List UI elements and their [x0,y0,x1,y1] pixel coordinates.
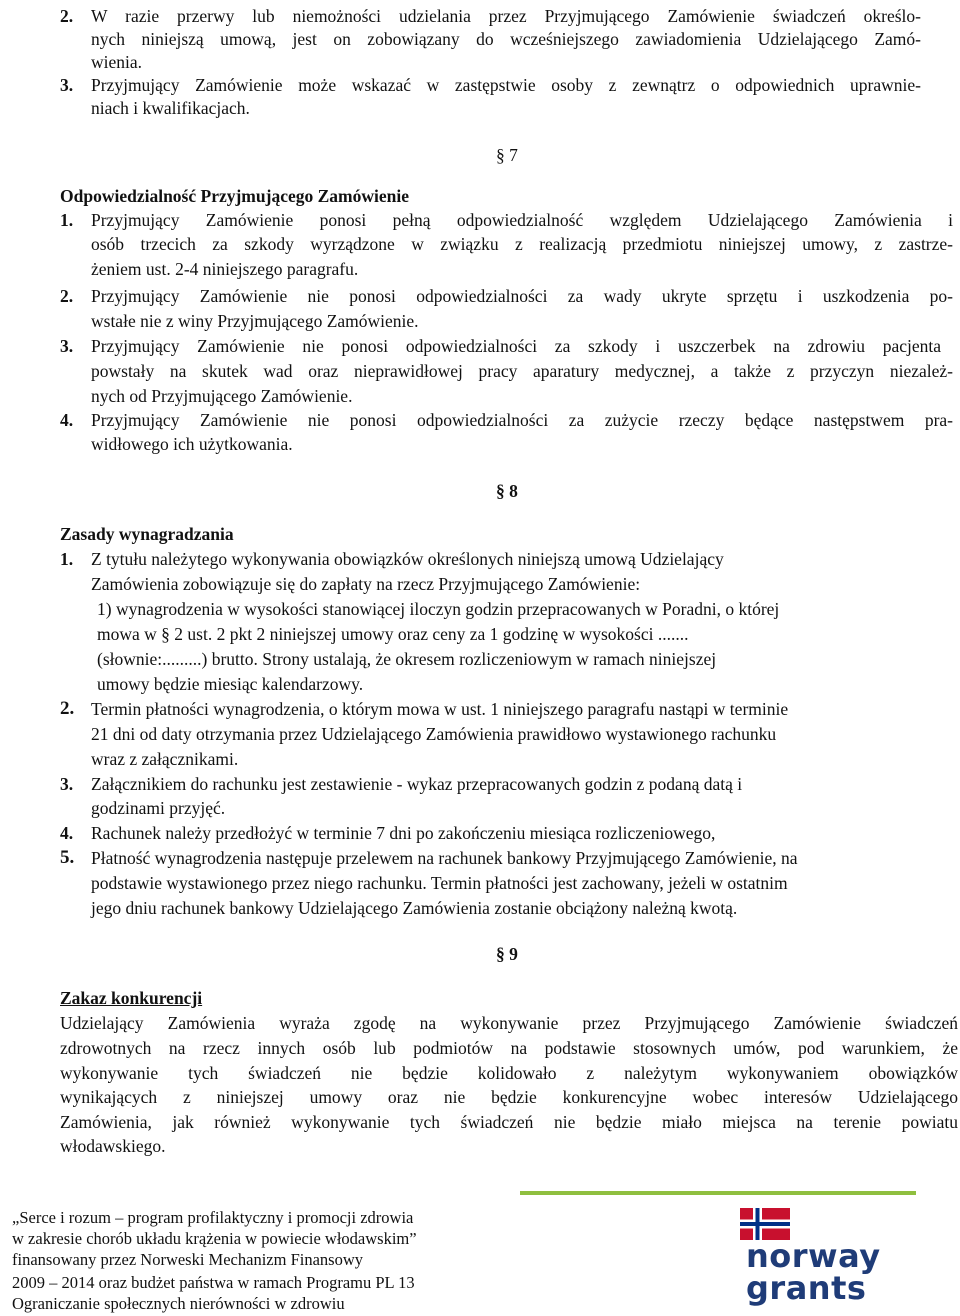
item-number: 1. [60,549,74,569]
logo-word-grants: grants [746,1269,867,1307]
paragraph-line: Termin płatności wynagrodzenia, o którym mowa w ust. 1 niniejszego paragrafu nastąpi w terminie [91,699,789,719]
paragraph-line: powstały na skutek wad oraz nieprawidłowej pracy aparatury medycznej, a także z przyczyn niezależ- [91,361,953,381]
paragraph-line: jego dniu rachunek bankowy Udzielającego Zamówienia zostanie obciążony należną kwotą. [91,898,738,918]
paragraph-line: nych od Przyjmującego Zamówienie. [91,386,353,406]
paragraph-line: Zamówienia, jak również wykonywanie tych świadczeń nie będzie miało miejsca na terenie powiatu [60,1112,958,1132]
paragraph-line: (słownie:.........) brutto. Strony ustalają, że okresem rozliczeniowym w ramach niniejszej [97,649,717,669]
paragraph-line: wienia. [91,52,143,72]
paragraph-line: wynikających z niniejszej umowy oraz nie będzie konkurencyjne wobec interesów Udzielającego [60,1087,958,1107]
paragraph-line: wykonywanie tych świadczeń nie będzie kolidowało z należytym wykonywaniem obowiązków [60,1063,958,1083]
footer-line: Ograniczanie społecznych nierówności w zdrowiu [12,1294,345,1313]
paragraph-line: niach i kwalifikacjach. [91,98,250,118]
paragraph-line: Przyjmujący Zamówienie może wskazać w zastępstwie osoby z zewnątrz o odpowiednich uprawnie- [91,75,921,95]
paragraph-line: osób trzecich za szkody wyrządzone w związku z realizacją przedmiotu niniejszej umowy, z zastrze- [91,234,953,254]
section-sign-7: § 7 [496,145,518,165]
norway-grants-logo [738,1208,898,1308]
paragraph-line: widłowego ich użytkowania. [91,434,293,454]
paragraph-line: żeniem ust. 2-4 niniejszego paragrafu. [91,259,359,279]
footer-line: 2009 – 2014 oraz budżet państwa w ramach Programu PL 13 [12,1273,415,1292]
paragraph-line: Przyjmujący Zamówienie nie ponosi odpowiedzialności za wady ukryte sprzętu i uszkodzenia po- [91,286,953,306]
logo-word-norway: norway [746,1237,881,1275]
section-sign-9: § 9 [496,944,518,964]
paragraph-line: W razie przerwy lub niemożności udzielania przez Przyjmującego Zamówienie świadczeń określo- [91,6,921,26]
paragraph-line: Zamówienia zobowiązuje się do zapłaty na rzecz Przyjmującego Zamówienie: [91,574,641,594]
paragraph-line: 21 dni od daty otrzymania przez Udzielającego Zamówienia prawidłowo wystawionego rachunku [91,724,777,744]
item-number: 3. [60,774,74,794]
item-number: 4. [60,823,74,843]
paragraph-line: Przyjmujący Zamówienie nie ponosi odpowiedzialności za szkody i uszczerbek na zdrowiu pacjenta [91,336,941,356]
item-number: 5. [60,847,75,868]
item-number: 2. [60,698,75,719]
paragraph-line: zdrowotnych na rzecz innych osób lub podmiotów na podstawie stosownych umów, pod warunkiem, że [60,1038,958,1058]
paragraph-line: mowa w § 2 ust. 2 pkt 2 niniejszej umowy oraz ceny za 1 godzinę w wysokości ....... [97,624,689,644]
footer-line: finansowany przez Norweski Mechanizm Finansowy [12,1250,363,1269]
paragraph-line: włodawskiego. [60,1136,166,1156]
paragraph-line: Udzielający Zamówienia wyraża zgodę na wykonywanie przez Przyjmującego Zamówienie świadczeń [60,1013,958,1033]
item-number: 3. [60,75,74,95]
footer-line: w zakresie chorób układu krążenia w powiecie włodawskim” [12,1229,417,1248]
item-number: 1. [60,210,74,230]
paragraph-line: Przyjmujący Zamówienie ponosi pełną odpowiedzialność względem Udzielającego Zamówienia i [91,210,953,230]
section-title: Odpowiedzialność Przyjmującego Zamówienie [60,186,409,206]
item-number: 2. [60,286,74,306]
paragraph-line: wraz z załącznikami. [91,749,239,769]
item-number: 4. [60,410,74,430]
footer-rule [520,1191,916,1195]
paragraph-line: wstałe nie z winy Przyjmującego Zamówienie. [91,311,419,331]
norway-flag-icon [740,1208,790,1240]
paragraph-line: nych niniejszą umową, jest on zobowiązany do wcześniejszego zawiadomienia Udzielającego Zamó- [91,29,921,49]
paragraph-line: umowy będzie miesiąc kalendarzowy. [97,674,364,694]
paragraph-line: 1) wynagrodzenia w wysokości stanowiącej iloczyn godzin przepracowanych w Poradni, o której [97,599,780,619]
section-title: Zasady wynagradzania [60,524,234,544]
paragraph-line: Z tytułu należytego wykonywania obowiązków określonych niniejszą umową Udzielający [91,549,724,569]
paragraph-line: godzinami przyjęć. [91,798,226,818]
item-number: 3. [60,336,74,356]
paragraph-line: Załącznikiem do rachunku jest zestawienie - wykaz przepracowanych godzin z podaną datą i [91,774,743,794]
paragraph-line: podstawie wystawionego przez niego rachunku. Termin płatności jest zachowany, jeżeli w ostatnim [91,873,788,893]
paragraph-line: Płatność wynagrodzenia następuje przelewem na rachunek bankowy Przyjmującego Zamówienie, na [91,848,798,868]
paragraph-line: Rachunek należy przedłożyć w terminie 7 dni po zakończeniu miesiąca rozliczeniowego, [91,823,716,843]
section-title: Zakaz konkurencji [60,988,203,1008]
paragraph-line: Przyjmujący Zamówienie nie ponosi odpowiedzialności za zużycie rzeczy będące następstwem pra- [91,410,953,430]
section-sign-8: § 8 [496,481,518,501]
item-number: 2. [60,6,74,26]
footer-line: „Serce i rozum – program profilaktyczny i promocji zdrowia [12,1208,414,1227]
